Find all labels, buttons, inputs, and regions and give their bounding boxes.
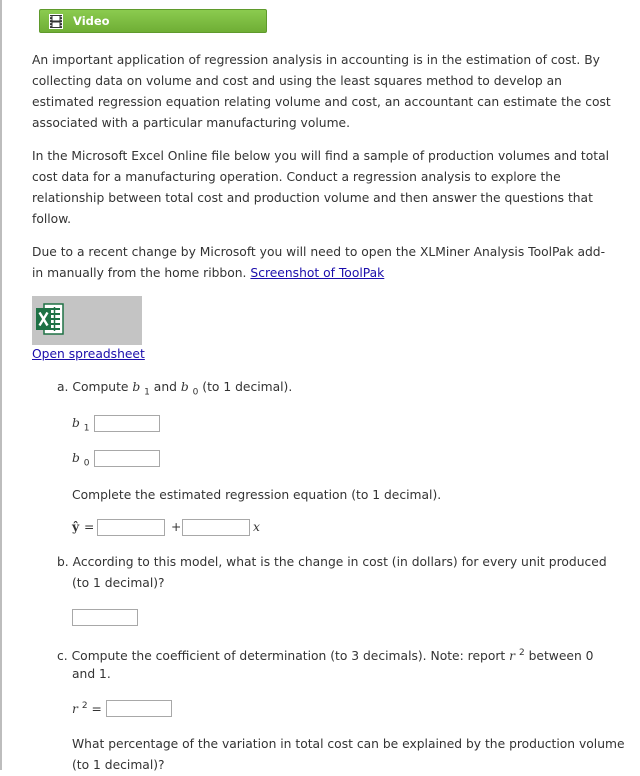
sub-1: 1 [144, 387, 150, 398]
excel-icon [35, 302, 65, 336]
r2-label: r $^2$ = [72, 701, 102, 717]
y-hat-symbol: ŷ [72, 519, 80, 534]
instructions-paragraph: In the Microsoft Excel Online file below you will find a sample of production volumes and total cost data for a manufacturing operation. Conduct a regression analysis to explore the relationship between total cost and production volume and then answer the questions that follow. [32, 149, 610, 226]
percentage-question-2: (to 1 decimal)? [72, 758, 165, 772]
question-a [57, 377, 292, 403]
question-c-text-a: Compute the coefficient of determination (to 3 decimals). Note: report [71, 649, 510, 664]
left-border [0, 0, 2, 770]
question-c-text-b: between 0 [524, 649, 594, 664]
question-c-letter: c. [57, 649, 68, 664]
change-input[interactable] [72, 609, 138, 626]
percentage-question-1: What percentage of the variation in total cost can be explained by the production volume [72, 737, 625, 751]
equation-instruction: Complete the estimated regression equation (to 1 decimal). [72, 488, 442, 502]
question-c-text-2: and 1. [72, 667, 111, 681]
b0-label: b $_0$ [72, 451, 90, 469]
question-b [57, 552, 607, 573]
x-symbol: x [253, 520, 260, 534]
toolpak-paragraph [32, 242, 612, 284]
question-b-text-2: (to 1 decimal)? [72, 576, 165, 590]
b-symbol: b [132, 380, 141, 394]
b0-input[interactable] [94, 450, 160, 467]
r-symbol: r [509, 649, 516, 664]
intercept-input[interactable] [97, 519, 165, 536]
toolpak-text: Due to a recent change by Microsoft you will need to open the XLMiner Analysis ToolPak add-in manually from the home ribbon. [32, 245, 606, 280]
sub-0: 0 [192, 387, 199, 398]
video-label: Video [73, 14, 110, 28]
slope-input[interactable] [182, 519, 250, 536]
equals-sign: = [84, 520, 95, 534]
question-a-and: and [149, 380, 181, 394]
open-spreadsheet-link[interactable]: Open spreadsheet [32, 347, 145, 361]
b1-label: b $_1$ [72, 416, 90, 434]
question-a-prefix: Compute [72, 380, 133, 394]
excel-icon-button[interactable] [32, 296, 142, 345]
sup-2: 2 [518, 648, 525, 658]
question-c [57, 643, 594, 667]
intro-paragraph: An important application of regression analysis in accounting is in the estimation of cost. By collecting data on volume and cost and using the least squares method to develop an estimated regression equation relating volume and cost, an accountant can estimate the cost associated with a particular manufacturing volume. [32, 53, 611, 130]
film-icon [49, 14, 63, 29]
plus-sign: + [171, 520, 182, 534]
b1-input[interactable] [94, 415, 160, 432]
video-button[interactable] [39, 9, 267, 33]
r2-input[interactable] [106, 700, 172, 717]
question-b-letter: b. [57, 555, 69, 569]
b-symbol-2: b [180, 380, 189, 394]
question-b-text-1: According to this model, what is the change in cost (in dollars) for every unit produced [72, 555, 607, 569]
question-a-suffix: (to 1 decimal). [198, 380, 293, 394]
toolpak-screenshot-link[interactable]: Screenshot of ToolPak [250, 266, 385, 280]
question-a-letter: a. [57, 380, 69, 394]
